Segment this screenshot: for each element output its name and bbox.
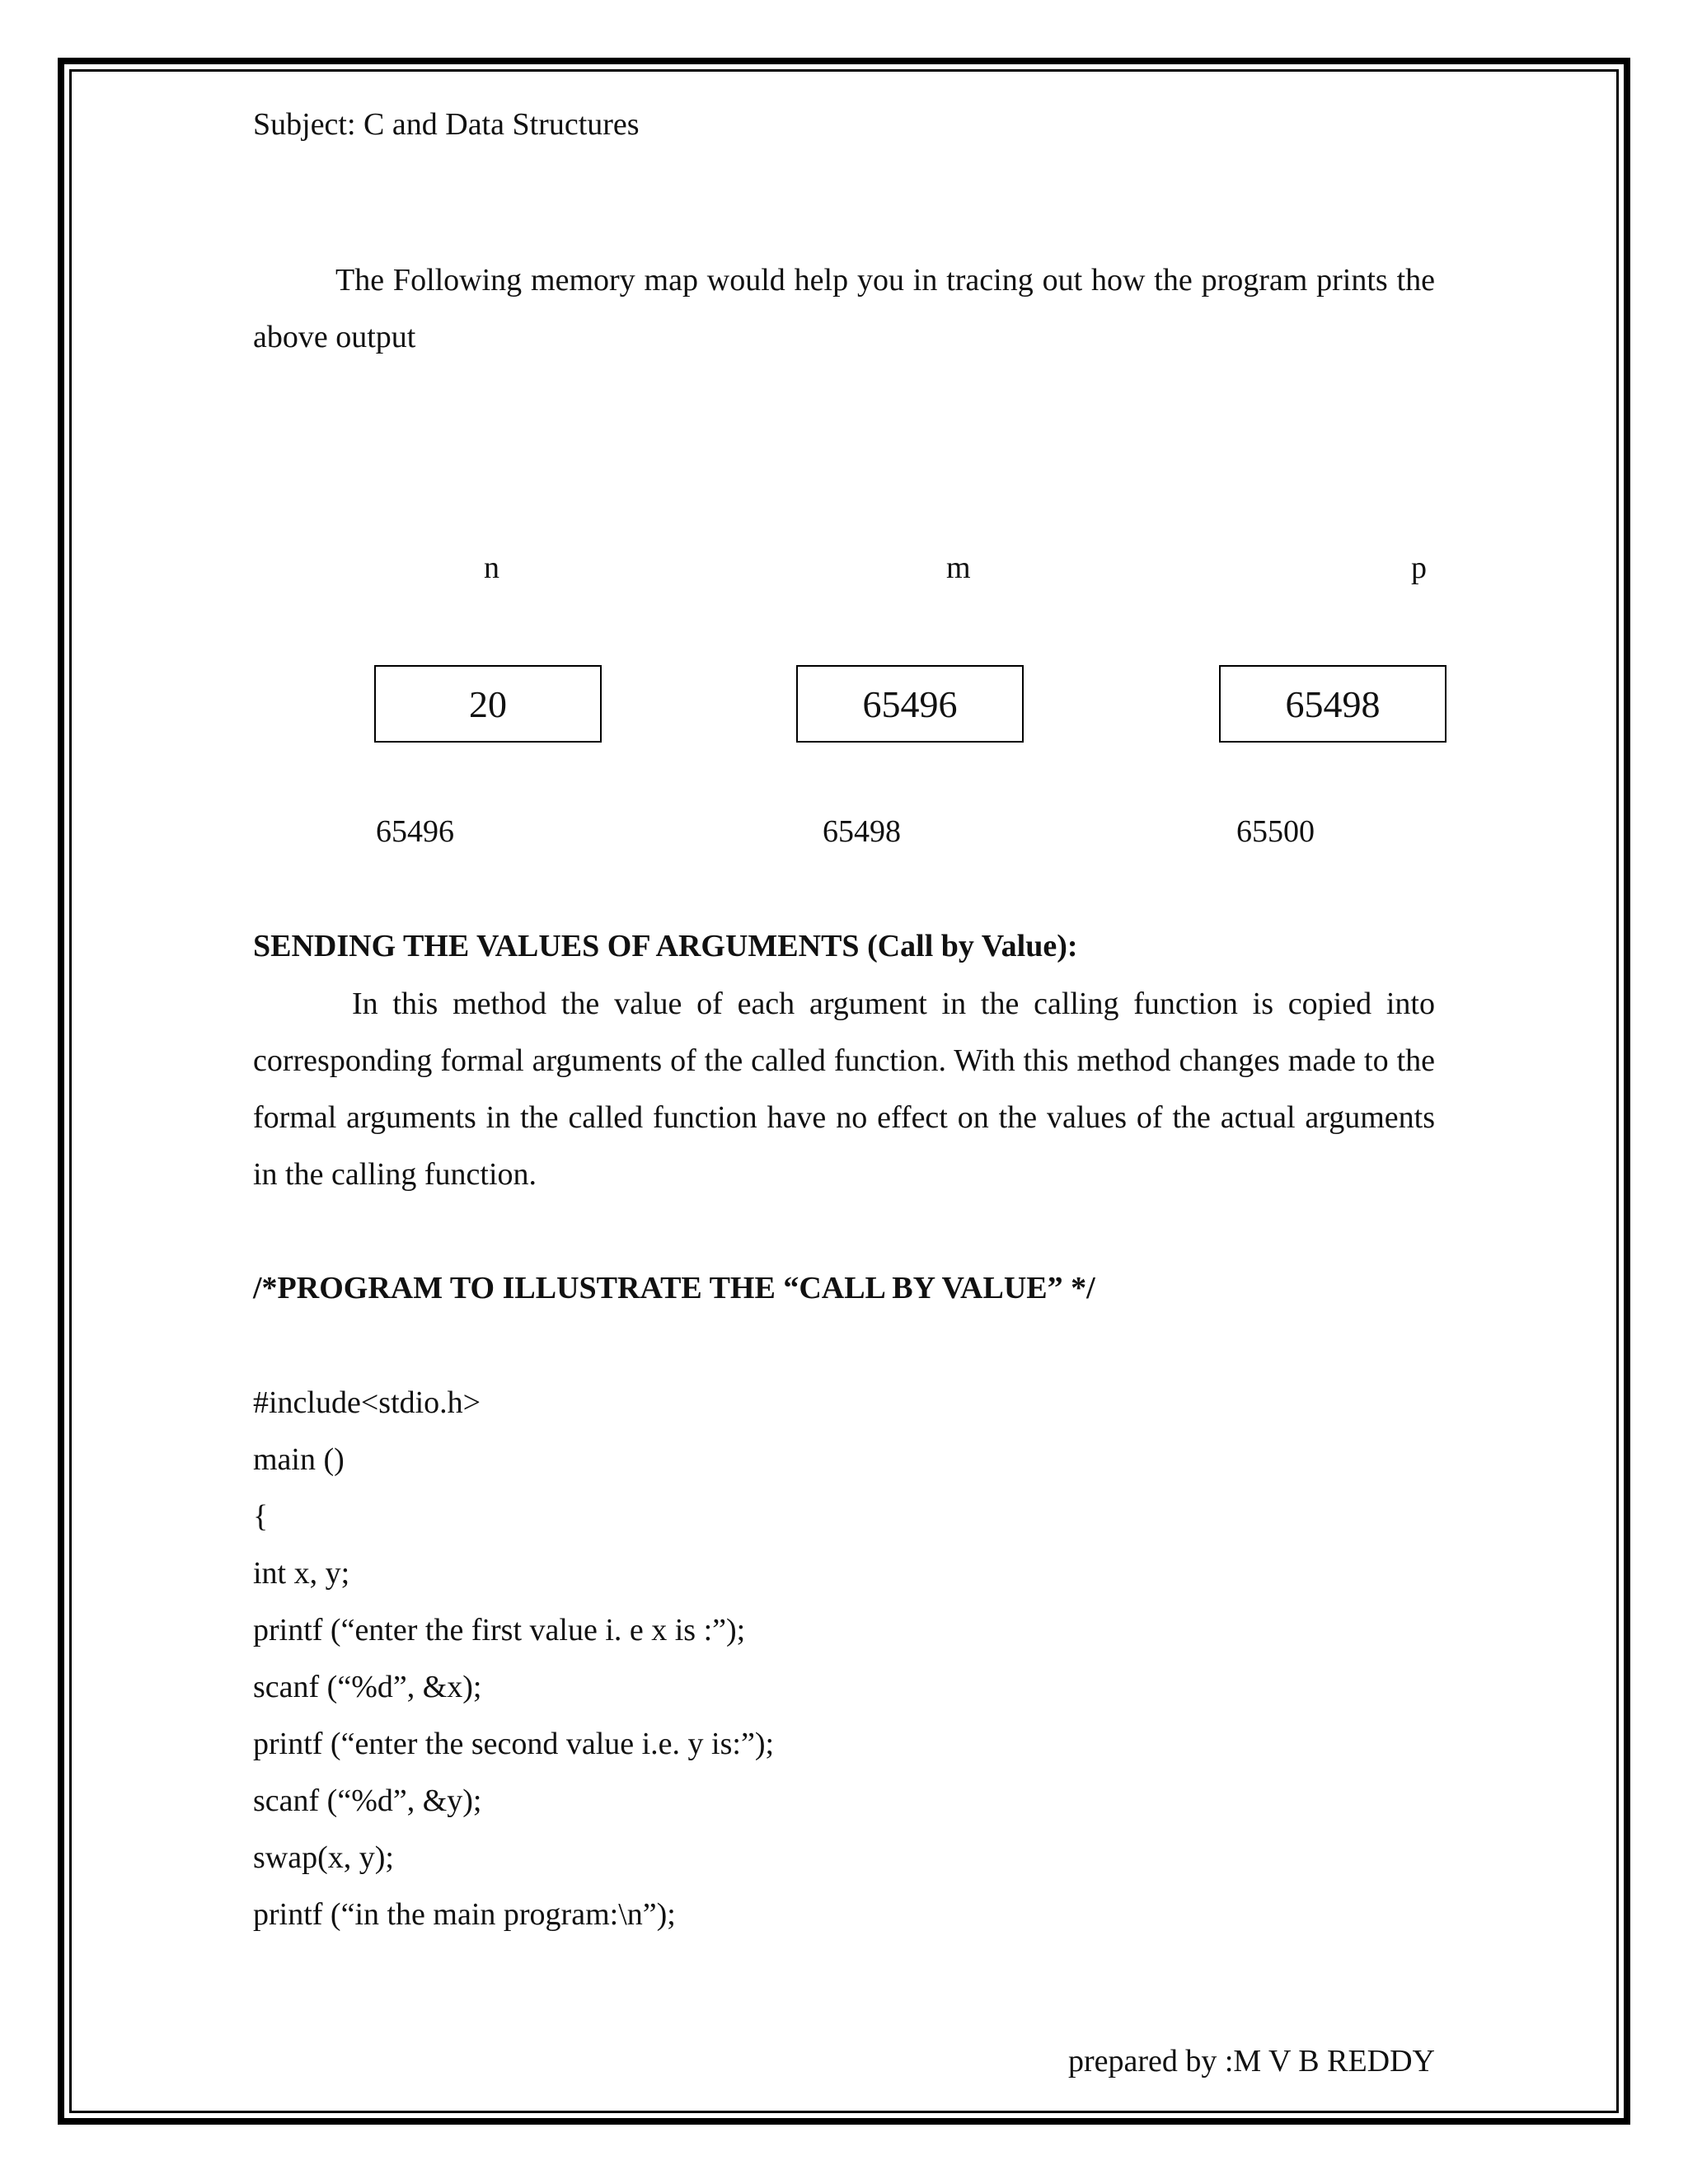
memory-value-n: 20 <box>469 682 507 725</box>
code-line: { <box>253 1499 269 1534</box>
subject-header: Subject: C and Data Structures <box>253 107 640 142</box>
intro-paragraph <box>253 252 1435 366</box>
memory-address-n: 65496 <box>376 814 454 849</box>
section-body: In this method the value of each argument in the calling function is copied into corresponding formal arguments of the called function. With this method changes made to the formal arguments in the called function have no effect on the values of the actual arguments in the calling function. <box>253 987 1435 1192</box>
code-line: #include<stdio.h> <box>253 1385 481 1420</box>
code-line: scanf (“%d”, &y); <box>253 1783 482 1818</box>
intro-text: The Following memory map would help you in tracing out how the program prints the above output <box>253 263 1435 354</box>
memory-var-name-n: n <box>484 551 499 585</box>
memory-address-m: 65498 <box>823 814 901 849</box>
memory-value-m: 65496 <box>862 682 958 725</box>
program-title: /*PROGRAM TO ILLUSTRATE THE “CALL BY VALUE” */ <box>253 1271 1095 1305</box>
code-line: main () <box>253 1442 345 1477</box>
code-line: printf (“enter the second value i.e. y is:”); <box>253 1727 775 1761</box>
code-line: int x, y; <box>253 1556 350 1591</box>
section-heading: SENDING THE VALUES OF ARGUMENTS (Call by Value): <box>253 929 1078 963</box>
section-paragraph <box>253 976 1435 1203</box>
prepared-by-footer: prepared by :M V B REDDY <box>1067 2044 1435 2079</box>
memory-value-p: 65498 <box>1285 682 1381 725</box>
memory-cell-p <box>1219 665 1447 743</box>
memory-address-p: 65500 <box>1236 814 1315 849</box>
code-line: swap(x, y); <box>253 1840 394 1875</box>
memory-cell-n <box>374 665 602 743</box>
code-line: printf (“enter the first value i. e x is :”); <box>253 1613 746 1647</box>
memory-var-name-m: m <box>946 551 971 585</box>
memory-cell-m <box>796 665 1024 743</box>
code-line: printf (“in the main program:\n”); <box>253 1897 676 1932</box>
code-line: scanf (“%d”, &x); <box>253 1670 482 1704</box>
memory-var-name-p: p <box>1411 551 1427 585</box>
